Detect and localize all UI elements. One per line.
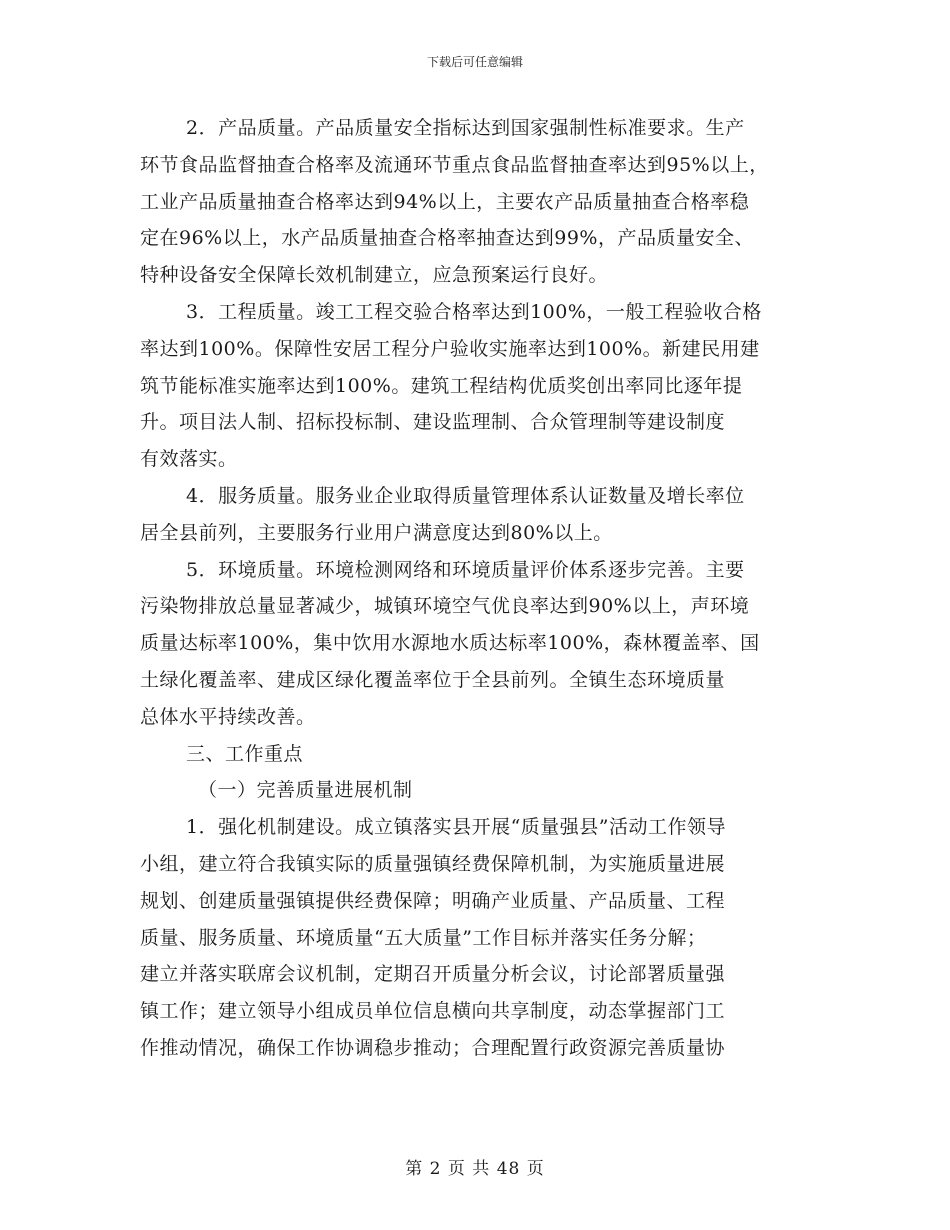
paragraph-line: 建立并落实联席会议机制，定期召开质量分析会议，讨论部署质量强 [140,963,726,986]
paragraph-line: 有效落实。 [140,448,238,471]
section-heading: 三、工作重点 [186,742,304,765]
paragraph-line: 质量、服务质量、环境质量“五大质量”工作目标并落实任务分解； [140,926,707,949]
paragraph-line: 居全县前列，主要服务行业用户满意度达到80%以上。 [140,521,613,544]
paragraph-line: 工业产品质量抽查合格率达到94%以上，主要农产品质量抽查合格率稳 [140,190,750,213]
paragraph-line: 总体水平持续改善。 [140,705,316,728]
paragraph-line: 小组，建立符合我镇实际的质量强镇经费保障机制，为实施质量进展 [140,852,726,875]
page-number: 第 2 页 共 48 页 [405,1159,545,1179]
paragraph-line: 筑节能标准实施率达到100%。建筑工程结构优质奖创出率同比逐年提 [140,374,743,397]
paragraph-line: 特种设备安全保障长效机制建立，应急预案运行良好。 [140,264,609,287]
paragraph-line: 质量达标率100%，集中饮用水源地水质达标率100%，森林覆盖率、国 [140,632,760,655]
paragraph-line: 率达到100%。保障性安居工程分户验收实施率达到100%。新建民用建 [140,337,760,360]
paragraph-line: 污染物排放总量显著减少，城镇环境空气优良率达到90%以上，声环境 [140,595,750,618]
paragraph-line: 5．环境质量。环境检测网络和环境质量评价体系逐步完善。主要 [186,558,745,581]
paragraph-line: 升。项目法人制、招标投标制、建设监理制、合众管理制等建设制度 [140,411,726,434]
paragraph-line: 镇工作；建立领导小组成员单位信息横向共享制度，动态掌握部门工 [140,1000,726,1023]
paragraph-line: 1．强化机制建设。成立镇落实县开展“质量强县”活动工作领导 [186,816,727,839]
paragraph-line: 环节食品监督抽查合格率及流通环节重点食品监督抽查率达到95%以上， [140,153,769,176]
document-body [140,110,820,1067]
paragraph-line: 定在96%以上，水产品质量抽查合格率抽查达到99%，产品质量安全、 [140,227,754,250]
paragraph-line: 3．工程质量。竣工工程交验合格率达到100%，一般工程验收合格 [186,300,762,323]
page-header: 下载后可任意编辑 [426,55,523,69]
subsection-heading: （一）完善质量进展机制 [198,779,413,802]
paragraph-line: 4．服务质量。服务业企业取得质量管理体系认证数量及增长率位 [186,484,745,507]
paragraph-line: 土绿化覆盖率、建成区绿化覆盖率位于全县前列。全镇生态环境质量 [140,668,726,691]
paragraph-line: 规划、创建质量强镇提供经费保障；明确产业质量、产品质量、工程 [140,889,726,912]
paragraph-line: 2．产品质量。产品质量安全指标达到国家强制性标准要求。生产 [186,117,745,139]
paragraph-line: 作推动情况，确保工作协调稳步推动；合理配置行政资源完善质量协 [140,1036,726,1059]
